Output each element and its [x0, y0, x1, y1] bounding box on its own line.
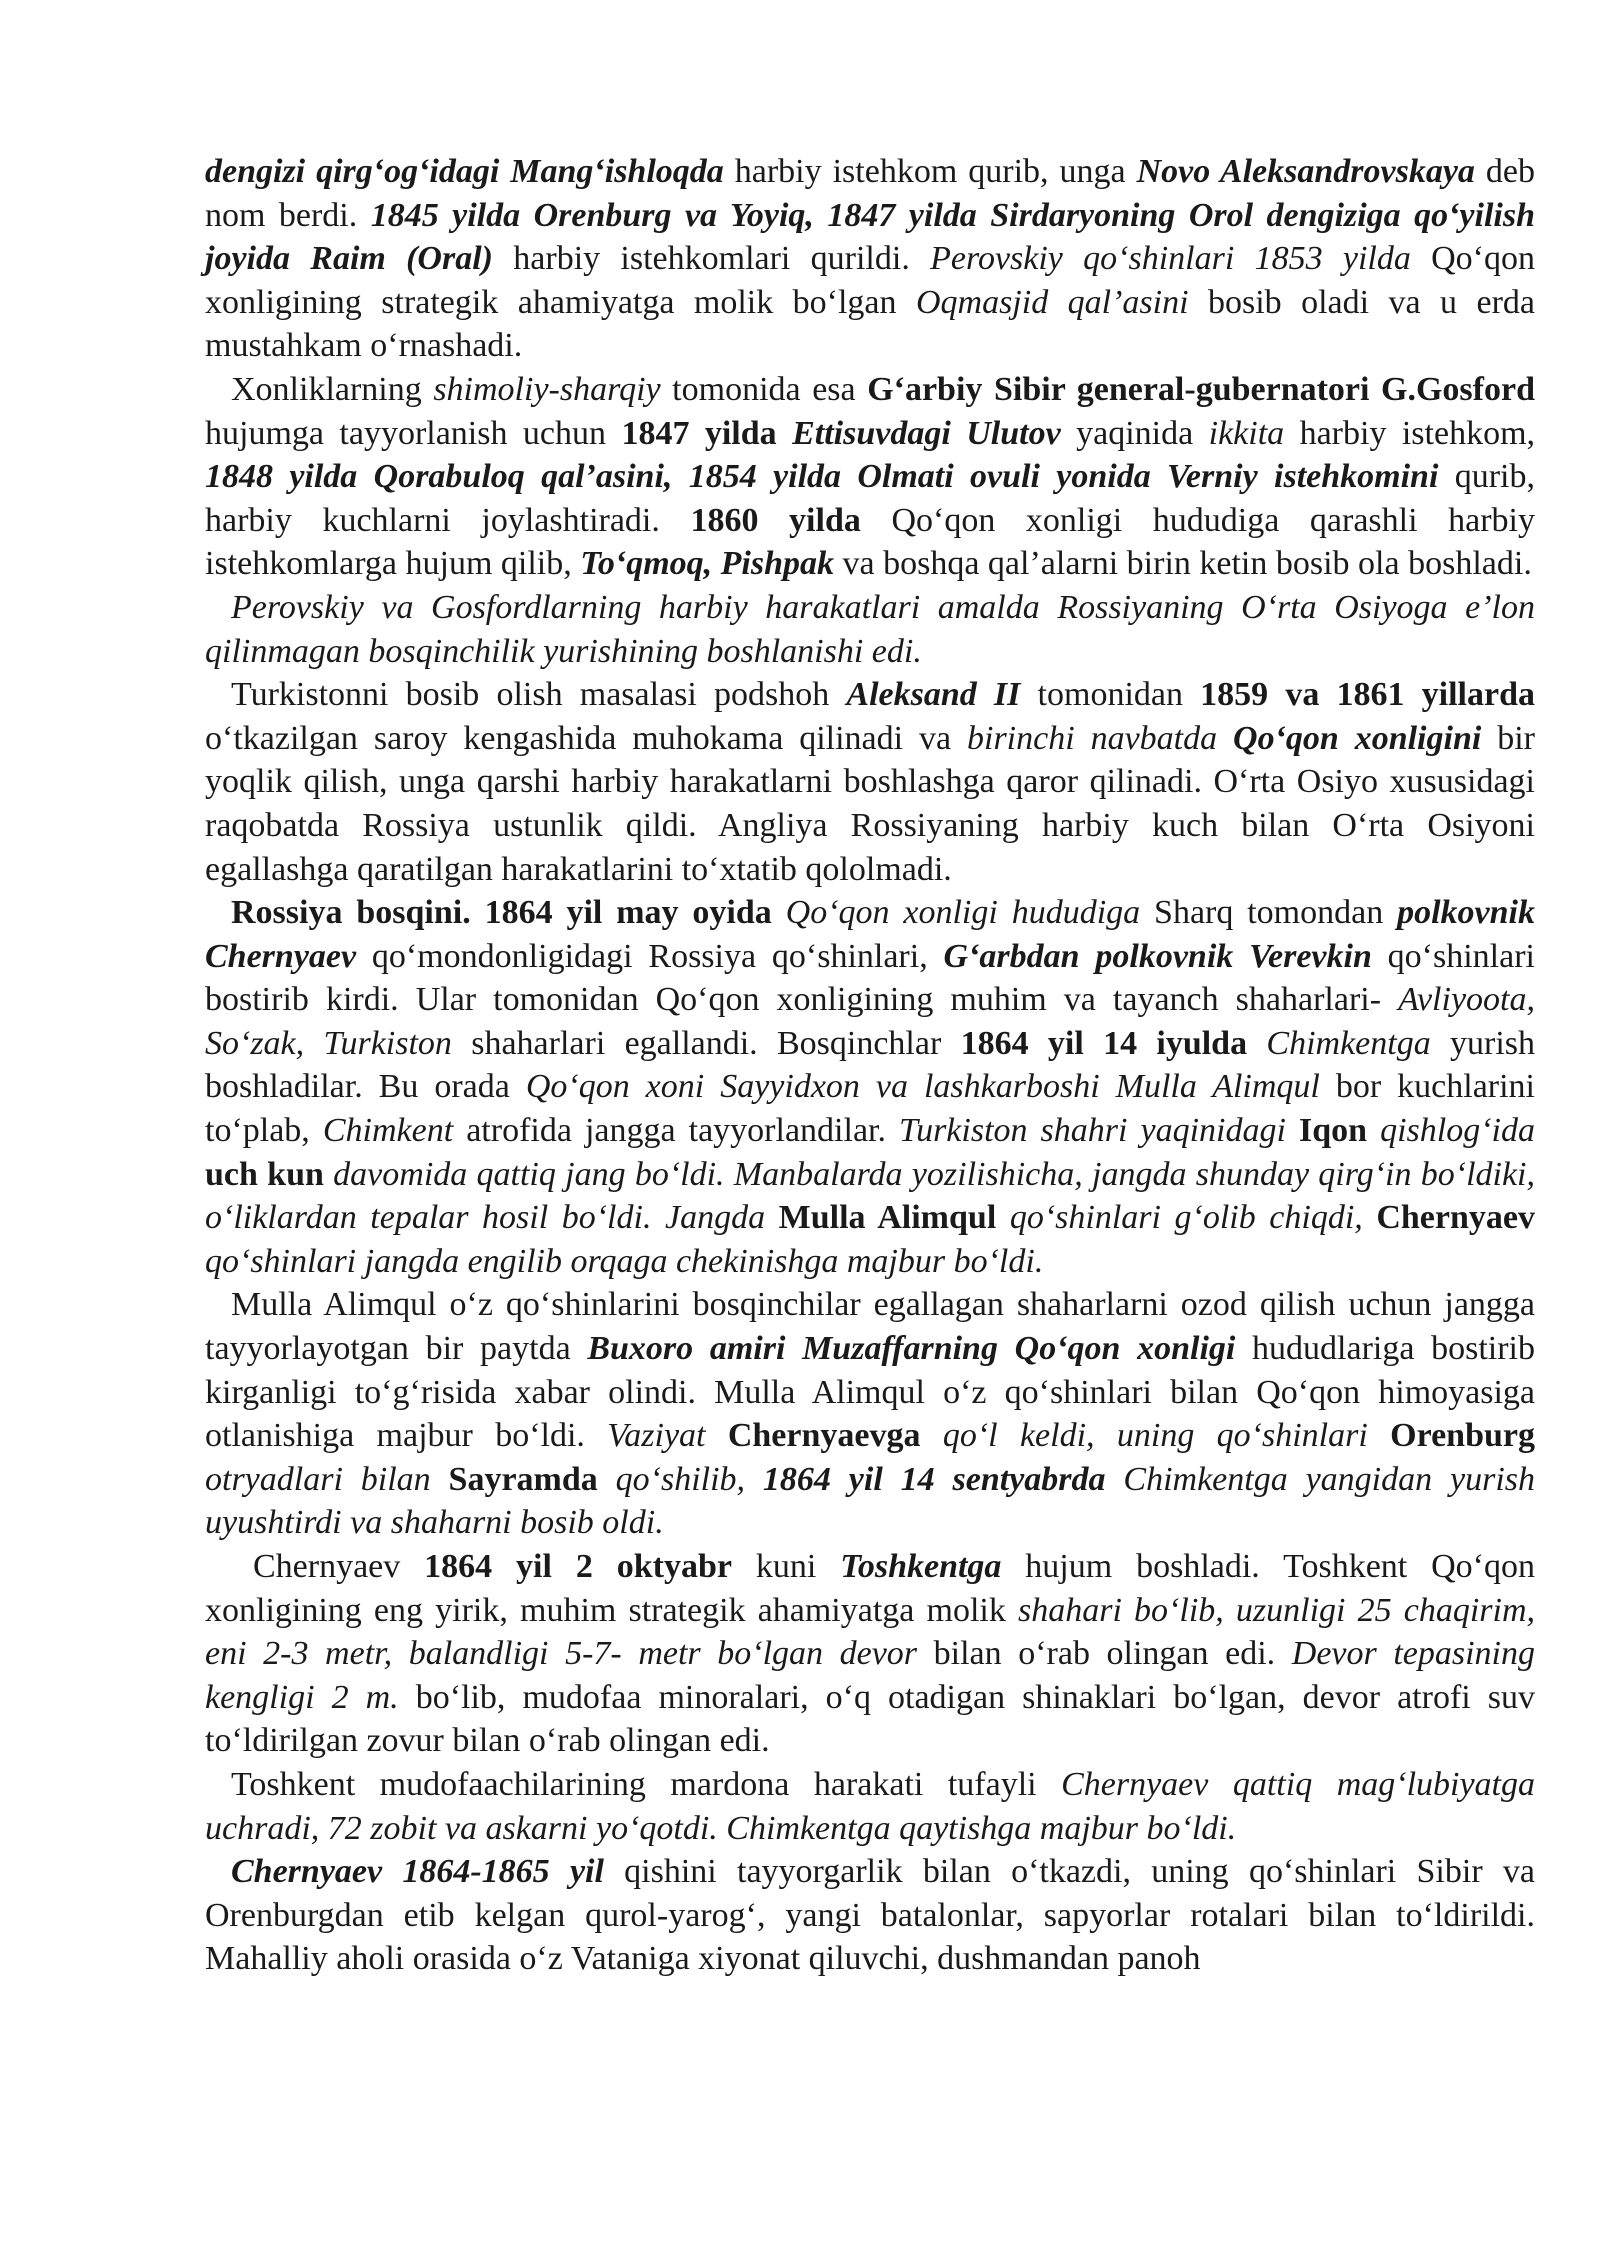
text-run: deb nom berdi. — [205, 153, 1535, 234]
text-run: otryadlari bilan — [205, 1460, 449, 1498]
paragraph-6 — [205, 1283, 1535, 1545]
text-run: Vaziyat — [607, 1417, 728, 1455]
text-run: To‘qmoq, Pishpak — [580, 545, 835, 583]
text-run: atrofida jangga tayyorlandilar. — [453, 1112, 900, 1150]
text-run: qo‘l keldi, uning qo‘shinlari — [920, 1417, 1391, 1455]
text-run: Qo‘qon xonligining strategik ahamiyatga molik bo‘lgan — [205, 240, 1535, 321]
text-run: Qo‘qon xonligi hududiga qarashli harbiy istehkomlarga hujum qilib, — [205, 501, 1535, 583]
paragraph-1 — [205, 150, 1535, 368]
text-run: ikkita — [1208, 414, 1285, 452]
text-run: shahari bo‘lib, uzunligi 25 chaqirim, eni 2-3 metr, balandligi 5-7- metr bo‘lgan devor — [205, 1591, 1536, 1673]
text-run: bilan o‘rab olingan edi. — [917, 1635, 1292, 1673]
text-run: 1864 yil 2 oktyabr — [424, 1548, 732, 1585]
paragraph-8 — [205, 1763, 1535, 1850]
text-run — [777, 415, 792, 452]
text-run: o‘tkazilgan saroy kengashida muhokama qilinadi va — [205, 719, 967, 757]
text-run: Iqon — [1298, 1112, 1368, 1150]
text-run: qo‘mondonligidagi Rossiya qo‘shinlari, — [356, 937, 944, 975]
paragraph-5 — [205, 891, 1535, 1283]
text-run: Rossiya bosqini. 1864 yil may oyida — [231, 894, 772, 932]
text-run — [1217, 720, 1233, 757]
text-run: qo‘shinlari g‘olib chiqdi, — [996, 1199, 1377, 1237]
text-run: bir yoqlik qilish, unga qarshi harbiy harakatlarni boshlashga qaror qilinadi. O‘rta Osiyo xususidagi raqobatda Rossiya ustunlik qildi. Angliya Rossiyaning harbiy kuch bilan O‘rta Osiyoni egallashga qaratilgan harakatlarini to‘xtatib qololmadi. — [205, 719, 1535, 888]
text-run: Mulla Alimqul — [778, 1199, 997, 1237]
text-run: Sayramda — [448, 1460, 598, 1498]
text-run: bo‘lib, mudofaa minoralari, o‘q otadigan shinaklari bo‘lgan, devor atrofi suv to‘ldirilgan zovur bilan o‘rab olingan edi. — [205, 1678, 1535, 1760]
text-run: Avliyoota, So‘zak, Turkiston — [205, 981, 1535, 1062]
text-run: 1845 yilda Orenburg va Yoyiq, 1847 yilda Sirdaryoning Orol dengiziga qo‘yilish joyida Raim (Oral) — [205, 196, 1535, 278]
text-run: birinchi navbatda — [967, 719, 1218, 757]
text-run: Turkiston shahri yaqinidagi — [899, 1112, 1299, 1150]
text-run: Qo‘qon xonligi hududiga — [785, 894, 1141, 932]
text-run: qo‘shinlari jangda engilib orqaga chekinishga majbur bo‘ldi. — [205, 1242, 1044, 1280]
text-run: Devor tepasining kengligi 2 m. — [205, 1635, 1535, 1716]
text-run: Oqmasjid qal’asini — [915, 283, 1189, 321]
text-run: qurib, harbiy kuchlarni joylashtiradi. — [205, 458, 1535, 539]
text-run: shimoliy-sharqiy — [433, 370, 661, 408]
text-run: G‘arbdan polkovnik Verevkin — [943, 937, 1372, 975]
text-run: Ettisuvdagi Ulutov — [792, 414, 1061, 452]
text-run: Toshkentga — [840, 1548, 1002, 1585]
text-run: Perovskiy qo‘shinlari 1853 yilda — [930, 240, 1411, 278]
text-run: hujum boshladi. Toshkent Qo‘qon xonligining eng yirik, muhim strategik ahamiyatga molik — [205, 1548, 1535, 1629]
text-run: hujumga tayyorlanish uchun — [205, 414, 622, 452]
text-run: 1848 yilda Qorabuloq qal’asini, 1854 yilda Olmati ovuli yonida Verniy istehkomini — [205, 458, 1439, 496]
text-run: tomonidan — [1020, 676, 1201, 714]
text-run — [772, 894, 786, 931]
text-run: Novo Aleksandrovskaya — [1136, 153, 1475, 190]
text-run: qo‘shilib, — [597, 1460, 763, 1498]
text-run: Aleksand II — [846, 676, 1021, 714]
document-page — [205, 150, 1535, 1981]
text-run: davomida qattiq jang bo‘ldi. Manbalarda yozilishicha, jangda shunday qirg‘in bo‘ldiki, o‘liklardan tepalar hosil bo‘ldi. Jangda — [205, 1155, 1535, 1237]
paragraph-3 — [205, 586, 1535, 673]
text-run: tomonida esa — [660, 370, 868, 408]
text-run: harbiy istehkom, — [1284, 414, 1536, 452]
paragraph-9 — [205, 1850, 1535, 1981]
text-run: Toshkent mudofaachilarining mardona harakati tufayli — [231, 1765, 1062, 1803]
text-run: Chernyaev 1864-1865 yil — [231, 1853, 604, 1891]
text-run: Xonliklarning — [231, 370, 434, 408]
text-run: Chimkent — [322, 1112, 454, 1150]
text-run: 1847 yilda — [621, 414, 777, 452]
text-run: 1864 yil 14 iyulda — [960, 1024, 1248, 1062]
text-run: Mulla Alimqul o‘z qo‘shinlarini bosqinchilar egallagan shaharlarni ozod qilish uchun jangga tayyorlayotgan bir paytda — [205, 1286, 1535, 1368]
text-run: kuni — [731, 1548, 841, 1585]
text-run: uch kun — [205, 1155, 324, 1193]
paragraph-2 — [205, 368, 1535, 586]
text-run: polkovnik Chernyaev — [205, 894, 1535, 975]
text-run: Chernyaev qattiq mag‘lubiyatga uchradi, 72 zobit va askarni yo‘qotdi. Chimkentga qaytishga majbur bo‘ldi. — [205, 1765, 1536, 1847]
text-run: dengizi qirg‘og‘idagi Mang‘ishloqda — [205, 153, 724, 190]
text-run: 1860 yilda — [690, 501, 861, 539]
text-run: bor kuchlarini to‘plab, — [205, 1068, 1535, 1150]
text-run: qishini tayyorgarlik bilan o‘tkazdi, uning qo‘shinlari Sibir va Orenburgdan etib kelgan qurol-yarog‘, yangi batalonlar, sapyorlar rotalari bilan to‘ldirildi. Mahalliy aholi orasida o‘z Vataniga xiyonat qiluvchi, dushmandan panoh — [205, 1853, 1535, 1978]
text-run: harbiy istehkomlari qurildi. — [493, 240, 931, 278]
text-run: yaqinida — [1060, 414, 1209, 452]
text-run: va boshqa qal’alarni birin ketin bosib ola boshladi. — [834, 545, 1532, 583]
text-run: Orenburg — [1390, 1417, 1536, 1455]
text-run: Buxoro amiri Muzaffarning Qo‘qon xonligi — [587, 1330, 1236, 1368]
text-run: harbiy istehkom qurib, unga — [723, 153, 1137, 190]
paragraph-4 — [205, 673, 1535, 891]
text-run: G‘arbiy Sibir general-gubernatori G.Gosford — [867, 370, 1535, 408]
text-run: 1864 yil 14 sentyabrda — [762, 1460, 1106, 1498]
text-run: Chernyaev — [253, 1548, 425, 1585]
text-run: Perovskiy va Gosfordlarning harbiy harakatlari amalda Rossiyaning O‘rta Osiyoga e’lon qilinmagan bosqinchilik yurishining boshlanishi edi. — [205, 588, 1535, 670]
text-run: Qo‘qon xoni Sayyidxon va lashkarboshi Mulla Alimqul — [525, 1068, 1320, 1106]
text-run: Chimkentga yangidan yurish uyushtirdi va shaharni bosib oldi. — [205, 1460, 1535, 1542]
text-run: Sharq tomondan — [1140, 894, 1398, 932]
text-run: Chimkentga — [1266, 1024, 1431, 1062]
text-run: qishlog‘ida — [1367, 1112, 1535, 1150]
paragraph-7 — [205, 1545, 1535, 1763]
text-run: 1859 va 1861 yillarda — [1200, 676, 1535, 714]
text-run: Chernyaevga — [727, 1417, 921, 1455]
text-run: qo‘shinlari bostirib kirdi. Ular tomonidan Qo‘qon xonligining muhim va tayanch shaharlari- — [205, 937, 1535, 1019]
text-run — [1247, 1025, 1266, 1062]
text-run: shaharlari egallandi. Bosqinchlar — [451, 1024, 961, 1062]
text-run: yurish boshladilar. Bu orada — [205, 1024, 1536, 1106]
text-run: Chernyaev — [1376, 1199, 1535, 1237]
text-run: Qo‘qon xonligini — [1233, 719, 1482, 757]
text-run: hududlariga bostirib kirganligi to‘g‘risida xabar olindi. Mulla Alimqul o‘z qo‘shinlari bilan Qo‘qon himoyasiga otlanishiga majbur bo‘ldi. — [205, 1330, 1535, 1455]
text-run: Turkistonni bosib olish masalasi podshoh — [231, 676, 847, 714]
text-run: bosib oladi va u erda mustahkam o‘rnashadi. — [205, 283, 1536, 365]
